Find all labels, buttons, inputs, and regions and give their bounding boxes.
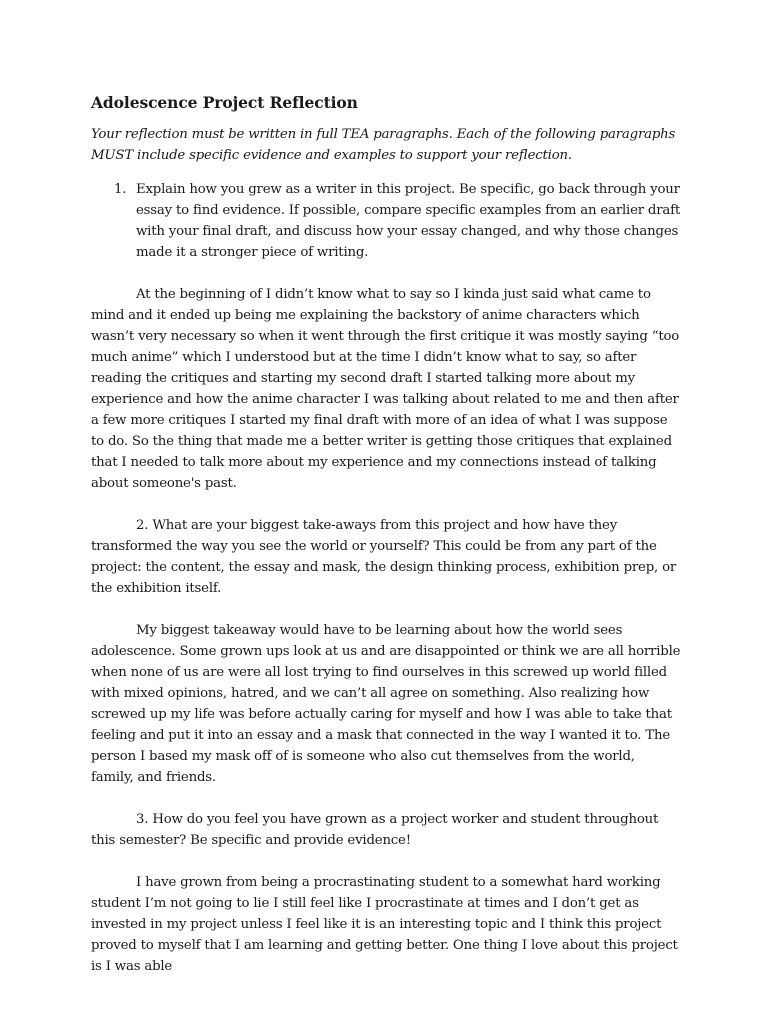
question-1-text: Explain how you grew as a writer in this project. Be specific, go back through your essay to find evidence. If possible, compare specific examples from an earlier draft with your final draft, and discuss how your essay changed, and why those changes made it a stronger piece of writing. (136, 182, 680, 260)
question-2: 2. What are your biggest take-aways from this project and how have they transformed the way you see the world or yourself? This could be from any part of the project: the content, the essay and mask, the design thinking process, exhibition prep, or the exhibition itself. (91, 518, 677, 596)
document-page (91, 92, 681, 977)
question-1 (91, 179, 681, 263)
question-3: 3. How do you feel you have grown as a project worker and student throughout this semester? Be specific and provide evidence! (91, 812, 659, 848)
answer-2: My biggest takeaway would have to be learning about how the world sees adolescence. Some grown ups look at us and are disappointed or think we are all horrible when none of us are were all lost trying to find ourselves in this screwed up world filled with mixed opinions, hatred, and we can’t all agree on something. Also realizing how screwed up my life was before actually caring for myself and how I was able to take that feeling and put it into an essay and a mask that connected in the way I wanted it to. The person I based my mask off of is someone who also cut themselves from the world, family, and friends. (91, 623, 681, 785)
document-title: Adolescence Project Reflection (91, 93, 358, 112)
answer-1: At the beginning of I didn’t know what to say so I kinda just said what came to mind and it ended up being me explaining the backstory of anime characters which wasn’t very necessary so when it went through the first critique it was mostly saying “too much anime” which I understood but at the time I didn’t know what to say, so after reading the critiques and starting my second draft I started talking more about my experience and how the anime character I was talking about related to me and then after a few more critiques I started my final draft with more of an idea of what I was suppose to do. So the thing that made me a better writer is getting those critiques that explained that I needed to talk more about my experience and my connections instead of talking about someone's past. (91, 287, 680, 491)
question-1-number: 1. (114, 182, 127, 197)
answer-3: I have grown from being a procrastinating student to a somewhat hard working student I’m not going to lie I still feel like I procrastinate at times and I don’t get as invested in my project unless I feel like it is an interesting topic and I think this project proved to myself that I am learning and getting better. One thing I love about this project is I was able (91, 875, 678, 974)
instructions-text: Your reflection must be written in full TEA paragraphs. Each of the following paragraphs MUST include specific evidence and examples to support your reflection. (91, 127, 676, 163)
